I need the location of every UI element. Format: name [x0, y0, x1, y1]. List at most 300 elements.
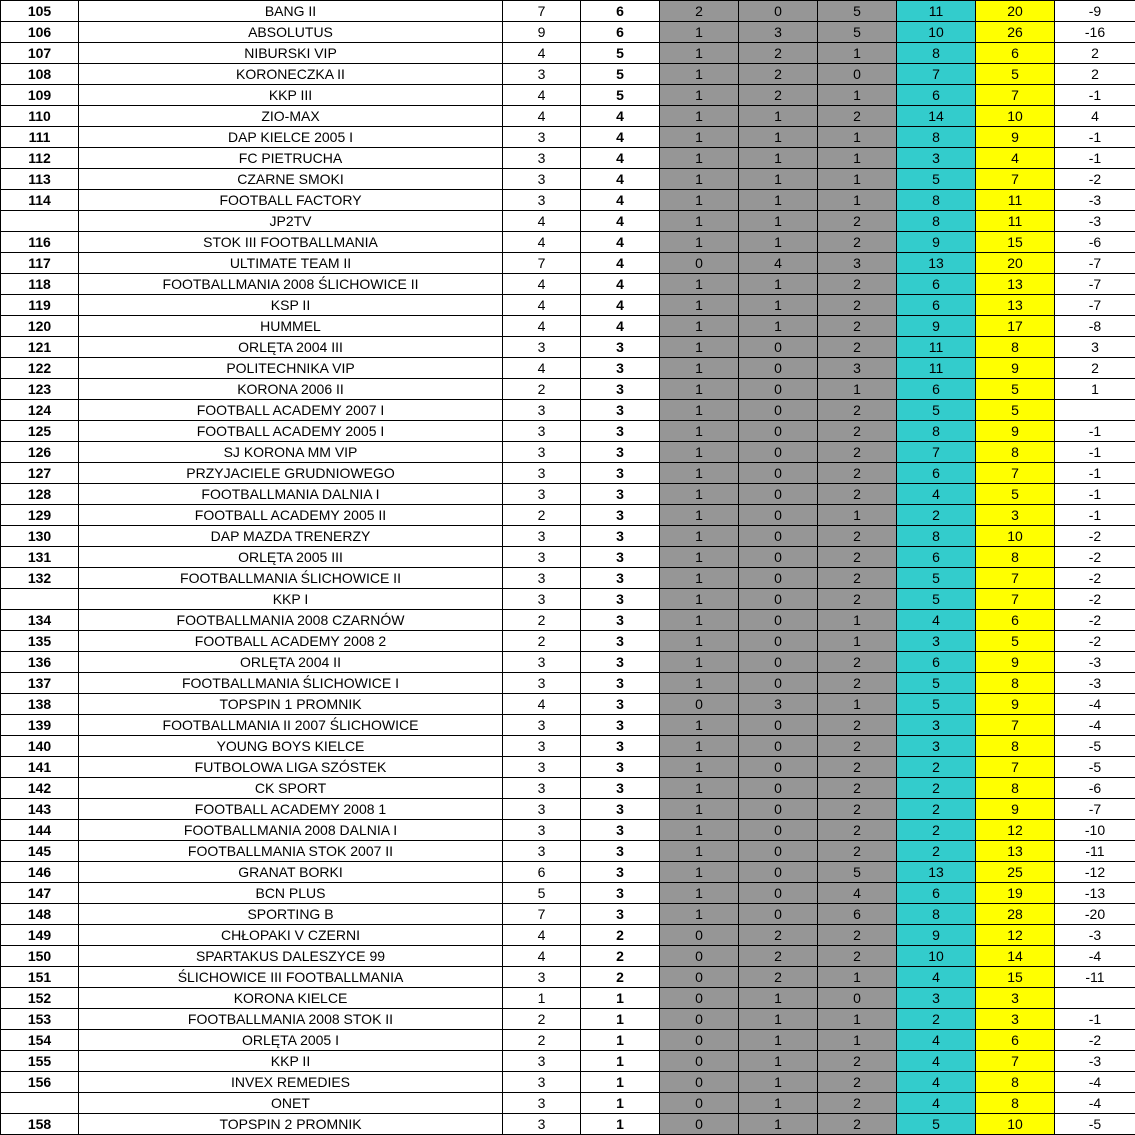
goals-against-cell: 7 — [976, 169, 1055, 190]
goals-against-cell: 5 — [976, 379, 1055, 400]
rank-cell: 113 — [1, 169, 79, 190]
goal-difference-cell: -5 — [1055, 736, 1135, 757]
goals-against-cell: 8 — [976, 778, 1055, 799]
goal-difference-cell: -13 — [1055, 883, 1135, 904]
team-name-cell: FOOTBALL ACADEMY 2005 I — [79, 421, 503, 442]
wins-cell: 0 — [660, 694, 739, 715]
rank-cell: 107 — [1, 43, 79, 64]
wins-cell: 1 — [660, 106, 739, 127]
table-row — [1, 211, 1135, 232]
goals-for-cell: 2 — [897, 505, 976, 526]
table-row — [1, 43, 1135, 64]
losses-cell: 2 — [818, 1093, 897, 1114]
rank-cell: 154 — [1, 1030, 79, 1051]
losses-cell: 2 — [818, 400, 897, 421]
losses-cell: 2 — [818, 295, 897, 316]
goals-for-cell: 10 — [897, 22, 976, 43]
rank-cell: 128 — [1, 484, 79, 505]
goal-difference-cell: -3 — [1055, 1051, 1135, 1072]
draws-cell: 1 — [739, 232, 818, 253]
rank-cell: 106 — [1, 22, 79, 43]
losses-cell: 5 — [818, 22, 897, 43]
table-row — [1, 610, 1135, 631]
draws-cell: 0 — [739, 610, 818, 631]
goals-against-cell: 8 — [976, 673, 1055, 694]
goal-difference-cell: 2 — [1055, 64, 1135, 85]
draws-cell: 0 — [739, 715, 818, 736]
goals-for-cell: 4 — [897, 1093, 976, 1114]
wins-cell: 0 — [660, 1072, 739, 1093]
team-name-cell: SPORTING B — [79, 904, 503, 925]
points-cell: 4 — [581, 316, 660, 337]
wins-cell: 1 — [660, 295, 739, 316]
points-cell: 4 — [581, 274, 660, 295]
table-row — [1, 148, 1135, 169]
goals-against-cell: 5 — [976, 631, 1055, 652]
matches-played-cell: 7 — [503, 1, 581, 22]
table-row — [1, 820, 1135, 841]
matches-played-cell: 3 — [503, 1093, 581, 1114]
wins-cell: 1 — [660, 799, 739, 820]
losses-cell: 2 — [818, 925, 897, 946]
points-cell: 3 — [581, 442, 660, 463]
draws-cell: 1 — [739, 169, 818, 190]
team-name-cell: FOOTBALLMANIA 2008 CZARNÓW — [79, 610, 503, 631]
rank-cell: 138 — [1, 694, 79, 715]
losses-cell: 1 — [818, 694, 897, 715]
goal-difference-cell: -4 — [1055, 1072, 1135, 1093]
matches-played-cell: 4 — [503, 232, 581, 253]
matches-played-cell: 9 — [503, 22, 581, 43]
losses-cell: 2 — [818, 1072, 897, 1093]
wins-cell: 1 — [660, 442, 739, 463]
draws-cell: 0 — [739, 673, 818, 694]
wins-cell: 1 — [660, 673, 739, 694]
goals-against-cell: 11 — [976, 211, 1055, 232]
goals-against-cell: 8 — [976, 1072, 1055, 1093]
team-name-cell: ORLĘTA 2005 III — [79, 547, 503, 568]
wins-cell: 2 — [660, 1, 739, 22]
goal-difference-cell: -1 — [1055, 127, 1135, 148]
wins-cell: 1 — [660, 757, 739, 778]
matches-played-cell: 3 — [503, 190, 581, 211]
losses-cell: 1 — [818, 610, 897, 631]
goal-difference-cell: -6 — [1055, 778, 1135, 799]
points-cell: 1 — [581, 1072, 660, 1093]
rank-cell: 134 — [1, 610, 79, 631]
wins-cell: 1 — [660, 484, 739, 505]
wins-cell: 1 — [660, 820, 739, 841]
goal-difference-cell: -2 — [1055, 526, 1135, 547]
team-name-cell: FOOTBALLMANIA II 2007 ŚLICHOWICE — [79, 715, 503, 736]
goals-for-cell: 4 — [897, 967, 976, 988]
wins-cell: 1 — [660, 505, 739, 526]
wins-cell: 1 — [660, 400, 739, 421]
wins-cell: 1 — [660, 547, 739, 568]
draws-cell: 0 — [739, 526, 818, 547]
team-name-cell: FUTBOLOWA LIGA SZÓSTEK — [79, 757, 503, 778]
rank-cell: 144 — [1, 820, 79, 841]
goals-against-cell: 4 — [976, 148, 1055, 169]
goals-for-cell: 6 — [897, 379, 976, 400]
losses-cell: 2 — [818, 736, 897, 757]
goals-against-cell: 11 — [976, 190, 1055, 211]
goals-against-cell: 9 — [976, 799, 1055, 820]
draws-cell: 0 — [739, 484, 818, 505]
points-cell: 3 — [581, 526, 660, 547]
team-name-cell: BANG II — [79, 1, 503, 22]
losses-cell: 2 — [818, 841, 897, 862]
goal-difference-cell: -5 — [1055, 757, 1135, 778]
table-row — [1, 1114, 1135, 1135]
goal-difference-cell: -3 — [1055, 190, 1135, 211]
team-name-cell: KKP III — [79, 85, 503, 106]
team-name-cell: ABSOLUTUS — [79, 22, 503, 43]
wins-cell: 1 — [660, 526, 739, 547]
goals-against-cell: 9 — [976, 358, 1055, 379]
rank-cell: 158 — [1, 1114, 79, 1135]
goals-against-cell: 8 — [976, 547, 1055, 568]
goals-against-cell: 8 — [976, 736, 1055, 757]
points-cell: 6 — [581, 22, 660, 43]
table-row — [1, 883, 1135, 904]
points-cell: 1 — [581, 1093, 660, 1114]
matches-played-cell: 3 — [503, 820, 581, 841]
goals-against-cell: 6 — [976, 1030, 1055, 1051]
rank-cell: 109 — [1, 85, 79, 106]
goals-against-cell: 3 — [976, 988, 1055, 1009]
table-row — [1, 190, 1135, 211]
goal-difference-cell: -1 — [1055, 85, 1135, 106]
goals-against-cell: 10 — [976, 1114, 1055, 1135]
goal-difference-cell: -2 — [1055, 589, 1135, 610]
goals-for-cell: 8 — [897, 127, 976, 148]
goals-against-cell: 7 — [976, 757, 1055, 778]
rank-cell: 130 — [1, 526, 79, 547]
matches-played-cell: 2 — [503, 631, 581, 652]
points-cell: 3 — [581, 673, 660, 694]
goals-for-cell: 11 — [897, 1, 976, 22]
matches-played-cell: 3 — [503, 337, 581, 358]
table-row — [1, 64, 1135, 85]
goal-difference-cell: -1 — [1055, 148, 1135, 169]
goals-against-cell: 9 — [976, 652, 1055, 673]
goals-for-cell: 6 — [897, 85, 976, 106]
matches-played-cell: 3 — [503, 736, 581, 757]
goals-against-cell: 17 — [976, 316, 1055, 337]
goal-difference-cell: 2 — [1055, 43, 1135, 64]
team-name-cell: FOOTBALL ACADEMY 2008 2 — [79, 631, 503, 652]
team-name-cell: GRANAT BORKI — [79, 862, 503, 883]
losses-cell: 2 — [818, 568, 897, 589]
matches-played-cell: 5 — [503, 883, 581, 904]
draws-cell: 3 — [739, 22, 818, 43]
goal-difference-cell: -2 — [1055, 1030, 1135, 1051]
team-name-cell: KSP II — [79, 295, 503, 316]
losses-cell: 2 — [818, 778, 897, 799]
losses-cell: 1 — [818, 85, 897, 106]
rank-cell: 112 — [1, 148, 79, 169]
losses-cell: 1 — [818, 43, 897, 64]
points-cell: 3 — [581, 547, 660, 568]
table-row — [1, 1072, 1135, 1093]
draws-cell: 0 — [739, 421, 818, 442]
goals-against-cell: 7 — [976, 85, 1055, 106]
team-name-cell: CZARNE SMOKI — [79, 169, 503, 190]
goal-difference-cell: -11 — [1055, 841, 1135, 862]
matches-played-cell: 3 — [503, 967, 581, 988]
points-cell: 1 — [581, 1009, 660, 1030]
matches-played-cell: 3 — [503, 652, 581, 673]
points-cell: 3 — [581, 484, 660, 505]
goals-for-cell: 2 — [897, 757, 976, 778]
team-name-cell: FOOTBALL FACTORY — [79, 190, 503, 211]
matches-played-cell: 3 — [503, 442, 581, 463]
wins-cell: 1 — [660, 64, 739, 85]
matches-played-cell: 3 — [503, 841, 581, 862]
table-row — [1, 694, 1135, 715]
points-cell: 3 — [581, 841, 660, 862]
team-name-cell: FOOTBALLMANIA ŚLICHOWICE I — [79, 673, 503, 694]
draws-cell: 0 — [739, 799, 818, 820]
points-cell: 3 — [581, 463, 660, 484]
losses-cell: 2 — [818, 526, 897, 547]
draws-cell: 2 — [739, 925, 818, 946]
goal-difference-cell: -6 — [1055, 232, 1135, 253]
goal-difference-cell: -20 — [1055, 904, 1135, 925]
table-row — [1, 1009, 1135, 1030]
draws-cell: 2 — [739, 85, 818, 106]
rank-cell: 116 — [1, 232, 79, 253]
goals-against-cell: 8 — [976, 442, 1055, 463]
goal-difference-cell: -2 — [1055, 547, 1135, 568]
table-row — [1, 127, 1135, 148]
matches-played-cell: 3 — [503, 463, 581, 484]
points-cell: 4 — [581, 232, 660, 253]
goal-difference-cell — [1055, 988, 1135, 1009]
goal-difference-cell: -12 — [1055, 862, 1135, 883]
goals-against-cell: 5 — [976, 400, 1055, 421]
losses-cell: 3 — [818, 358, 897, 379]
points-cell: 3 — [581, 799, 660, 820]
rank-cell: 123 — [1, 379, 79, 400]
losses-cell: 6 — [818, 904, 897, 925]
losses-cell: 3 — [818, 253, 897, 274]
goals-for-cell: 4 — [897, 610, 976, 631]
goals-against-cell: 6 — [976, 43, 1055, 64]
draws-cell: 0 — [739, 778, 818, 799]
draws-cell: 1 — [739, 1114, 818, 1135]
table-row — [1, 778, 1135, 799]
wins-cell: 1 — [660, 463, 739, 484]
goals-against-cell: 15 — [976, 967, 1055, 988]
goals-against-cell: 19 — [976, 883, 1055, 904]
table-row — [1, 862, 1135, 883]
matches-played-cell: 3 — [503, 547, 581, 568]
team-name-cell: KORONECZKA II — [79, 64, 503, 85]
team-name-cell: ONET — [79, 1093, 503, 1114]
team-name-cell: KORONA 2006 II — [79, 379, 503, 400]
goals-for-cell: 3 — [897, 715, 976, 736]
goals-for-cell: 4 — [897, 484, 976, 505]
losses-cell: 2 — [818, 715, 897, 736]
goals-for-cell: 5 — [897, 694, 976, 715]
losses-cell: 2 — [818, 946, 897, 967]
goals-against-cell: 9 — [976, 127, 1055, 148]
goal-difference-cell: -7 — [1055, 253, 1135, 274]
wins-cell: 1 — [660, 169, 739, 190]
goals-against-cell: 9 — [976, 694, 1055, 715]
draws-cell: 0 — [739, 337, 818, 358]
draws-cell: 1 — [739, 988, 818, 1009]
wins-cell: 1 — [660, 652, 739, 673]
team-name-cell: DAP KIELCE 2005 I — [79, 127, 503, 148]
points-cell: 5 — [581, 43, 660, 64]
rank-cell: 137 — [1, 673, 79, 694]
team-name-cell: FOOTBALLMANIA STOK 2007 II — [79, 841, 503, 862]
points-cell: 3 — [581, 694, 660, 715]
matches-played-cell: 3 — [503, 484, 581, 505]
goals-for-cell: 4 — [897, 1072, 976, 1093]
team-name-cell: BCN PLUS — [79, 883, 503, 904]
goals-for-cell: 5 — [897, 673, 976, 694]
wins-cell: 1 — [660, 778, 739, 799]
rank-cell: 143 — [1, 799, 79, 820]
team-name-cell: DAP MAZDA TRENERZY — [79, 526, 503, 547]
matches-played-cell: 4 — [503, 43, 581, 64]
wins-cell: 1 — [660, 22, 739, 43]
wins-cell: 1 — [660, 841, 739, 862]
matches-played-cell: 3 — [503, 568, 581, 589]
draws-cell: 1 — [739, 148, 818, 169]
team-name-cell: ORLĘTA 2004 II — [79, 652, 503, 673]
losses-cell: 1 — [818, 148, 897, 169]
goals-for-cell: 8 — [897, 526, 976, 547]
goals-against-cell: 7 — [976, 1051, 1055, 1072]
goals-against-cell: 28 — [976, 904, 1055, 925]
wins-cell: 0 — [660, 988, 739, 1009]
draws-cell: 0 — [739, 862, 818, 883]
goals-for-cell: 9 — [897, 925, 976, 946]
draws-cell: 4 — [739, 253, 818, 274]
goal-difference-cell: -11 — [1055, 967, 1135, 988]
draws-cell: 0 — [739, 463, 818, 484]
goals-for-cell: 5 — [897, 169, 976, 190]
wins-cell: 1 — [660, 379, 739, 400]
matches-played-cell: 4 — [503, 295, 581, 316]
goals-against-cell: 7 — [976, 715, 1055, 736]
losses-cell: 2 — [818, 1051, 897, 1072]
draws-cell: 0 — [739, 589, 818, 610]
matches-played-cell: 3 — [503, 1051, 581, 1072]
rank-cell: 140 — [1, 736, 79, 757]
draws-cell: 1 — [739, 316, 818, 337]
table-row — [1, 22, 1135, 43]
matches-played-cell: 2 — [503, 1030, 581, 1051]
draws-cell: 0 — [739, 820, 818, 841]
losses-cell: 1 — [818, 169, 897, 190]
goals-for-cell: 6 — [897, 883, 976, 904]
goals-for-cell: 14 — [897, 106, 976, 127]
goals-against-cell: 13 — [976, 274, 1055, 295]
matches-played-cell: 4 — [503, 358, 581, 379]
matches-played-cell: 7 — [503, 253, 581, 274]
matches-played-cell: 3 — [503, 400, 581, 421]
points-cell: 3 — [581, 589, 660, 610]
rank-cell: 135 — [1, 631, 79, 652]
rank-cell: 124 — [1, 400, 79, 421]
points-cell: 4 — [581, 211, 660, 232]
points-cell: 2 — [581, 925, 660, 946]
points-cell: 4 — [581, 106, 660, 127]
losses-cell: 0 — [818, 64, 897, 85]
team-name-cell: POLITECHNIKA VIP — [79, 358, 503, 379]
team-name-cell: FOOTBALL ACADEMY 2008 1 — [79, 799, 503, 820]
goals-against-cell: 14 — [976, 946, 1055, 967]
draws-cell: 0 — [739, 652, 818, 673]
team-name-cell: STOK III FOOTBALLMANIA — [79, 232, 503, 253]
goals-against-cell: 5 — [976, 484, 1055, 505]
rank-cell: 152 — [1, 988, 79, 1009]
wins-cell: 0 — [660, 1093, 739, 1114]
losses-cell: 2 — [818, 463, 897, 484]
matches-played-cell: 4 — [503, 211, 581, 232]
losses-cell: 5 — [818, 862, 897, 883]
team-name-cell: PRZYJACIELE GRUDNIOWEGO — [79, 463, 503, 484]
table-row — [1, 1, 1135, 22]
goal-difference-cell: -7 — [1055, 295, 1135, 316]
team-name-cell: INVEX REMEDIES — [79, 1072, 503, 1093]
matches-played-cell: 4 — [503, 274, 581, 295]
goals-for-cell: 11 — [897, 358, 976, 379]
goal-difference-cell: -7 — [1055, 274, 1135, 295]
team-name-cell: KKP I — [79, 589, 503, 610]
team-name-cell: NIBURSKI VIP — [79, 43, 503, 64]
losses-cell: 1 — [818, 379, 897, 400]
team-name-cell: CK SPORT — [79, 778, 503, 799]
matches-played-cell: 3 — [503, 757, 581, 778]
table-row — [1, 1030, 1135, 1051]
draws-cell: 1 — [739, 211, 818, 232]
losses-cell: 2 — [818, 421, 897, 442]
draws-cell: 0 — [739, 631, 818, 652]
goals-against-cell: 6 — [976, 610, 1055, 631]
rank-cell: 132 — [1, 568, 79, 589]
table-row — [1, 799, 1135, 820]
matches-played-cell: 4 — [503, 85, 581, 106]
draws-cell: 1 — [739, 274, 818, 295]
wins-cell: 1 — [660, 358, 739, 379]
rank-cell: 139 — [1, 715, 79, 736]
goal-difference-cell: -2 — [1055, 610, 1135, 631]
wins-cell: 0 — [660, 253, 739, 274]
table-row — [1, 925, 1135, 946]
draws-cell: 0 — [739, 757, 818, 778]
draws-cell: 0 — [739, 379, 818, 400]
table-row — [1, 526, 1135, 547]
losses-cell: 2 — [818, 316, 897, 337]
points-cell: 3 — [581, 904, 660, 925]
goals-for-cell: 6 — [897, 295, 976, 316]
goals-for-cell: 10 — [897, 946, 976, 967]
losses-cell: 5 — [818, 1, 897, 22]
goals-against-cell: 20 — [976, 1, 1055, 22]
team-name-cell: FOOTBALL ACADEMY 2005 II — [79, 505, 503, 526]
points-cell: 3 — [581, 757, 660, 778]
goals-for-cell: 2 — [897, 841, 976, 862]
rank-cell: 121 — [1, 337, 79, 358]
table-row — [1, 568, 1135, 589]
